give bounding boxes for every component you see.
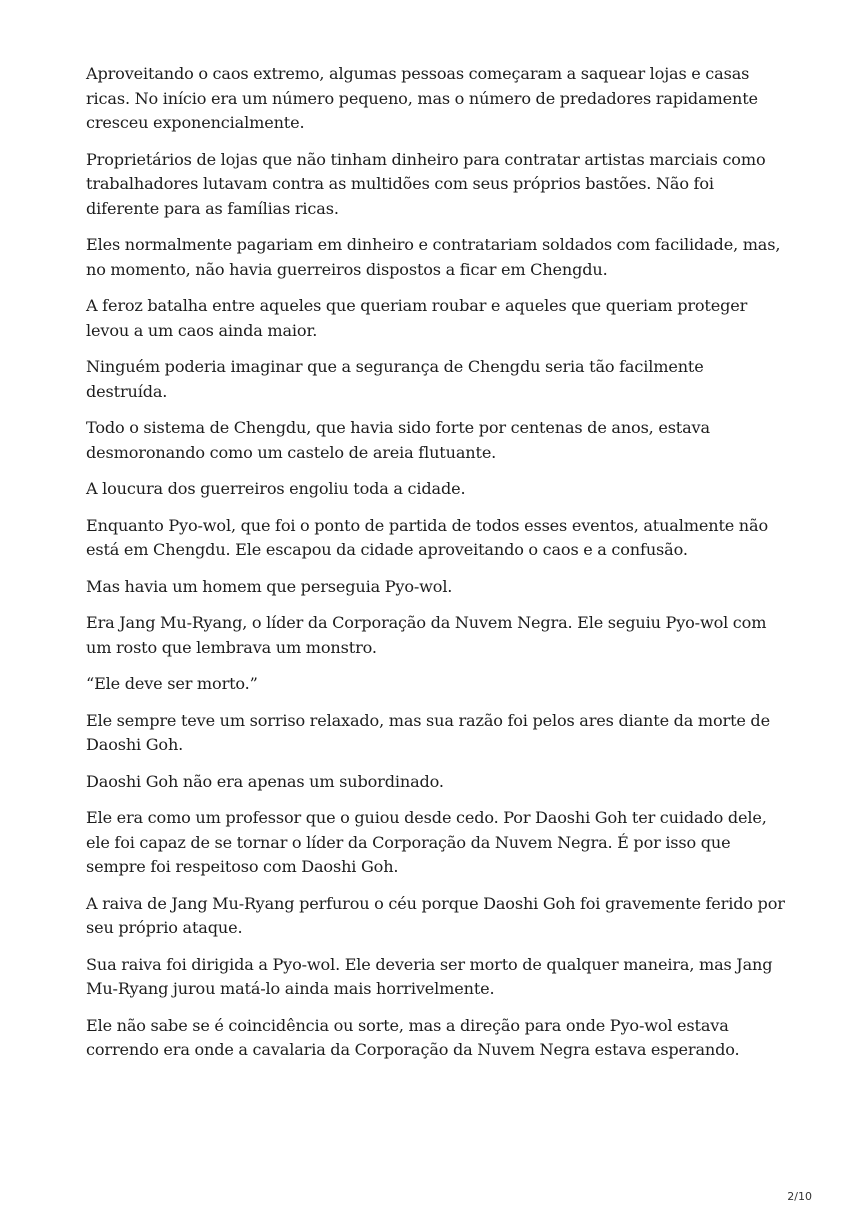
paragraph: Sua raiva foi dirigida a Pyo-wol. Ele deveria ser morto de qualquer maneira, mas Jang Mu-Ryang jurou matá-lo ainda mais horrivelmente.: [86, 954, 773, 998]
paragraph: Ele era como um professor que o guiou desde cedo. Por Daoshi Goh ter cuidado dele, ele foi capaz de se tornar o líder da Corporação da Nuvem Negra. É por isso que sempre foi respeitoso com Daoshi Goh.: [86, 808, 767, 876]
page-number: 2/10: [787, 1190, 812, 1203]
paragraph: Daoshi Goh não era apenas um subordinado.: [86, 771, 444, 791]
paragraph: Enquanto Pyo-wol, que foi o ponto de partida de todos esses eventos, atualmente não está em Chengdu. Ele escapou da cidade aproveitando o caos e a confusão.: [86, 515, 768, 559]
paragraph: A feroz batalha entre aqueles que queriam roubar e aqueles que queriam proteger levou a um caos ainda maior.: [86, 296, 748, 340]
paragraph: Era Jang Mu-Ryang, o líder da Corporação da Nuvem Negra. Ele seguiu Pyo-wol com um rosto que lembrava um monstro.: [86, 613, 767, 657]
document-body: [86, 62, 786, 1075]
paragraph: Aproveitando o caos extremo, algumas pessoas começaram a saquear lojas e casas ricas. No início era um número pequeno, mas o número de predadores rapidamente cresceu exponencialmente.: [86, 64, 758, 132]
paragraph: Ele não sabe se é coincidência ou sorte, mas a direção para onde Pyo-wol estava correndo era onde a cavalaria da Corporação da Nuvem Negra estava esperando.: [86, 1015, 740, 1059]
paragraph: A raiva de Jang Mu-Ryang perfurou o céu porque Daoshi Goh foi gravemente ferido por seu próprio ataque.: [86, 893, 785, 937]
paragraph: Mas havia um homem que perseguia Pyo-wol.: [86, 576, 453, 596]
paragraph: A loucura dos guerreiros engoliu toda a cidade.: [86, 479, 466, 498]
paragraph: Eles normalmente pagariam em dinheiro e contratariam soldados com facilidade, mas, no momento, não havia guerreiros dispostos a ficar em Chengdu.: [86, 235, 781, 279]
paragraph: Proprietários de lojas que não tinham dinheiro para contratar artistas marciais como trabalhadores lutavam contra as multidões com seus próprios bastões. Não foi diferente para as famílias ricas.: [86, 149, 766, 218]
paragraph: Ninguém poderia imaginar que a segurança de Chengdu seria tão facilmente destruída.: [86, 357, 704, 401]
paragraph: Todo o sistema de Chengdu, que havia sido forte por centenas de anos, estava desmoronando como um castelo de areia flutuante.: [86, 418, 710, 462]
paragraph: Ele sempre teve um sorriso relaxado, mas sua razão foi pelos ares diante da morte de Daoshi Goh.: [86, 710, 770, 754]
paragraph: “Ele deve ser morto.”: [86, 674, 258, 693]
